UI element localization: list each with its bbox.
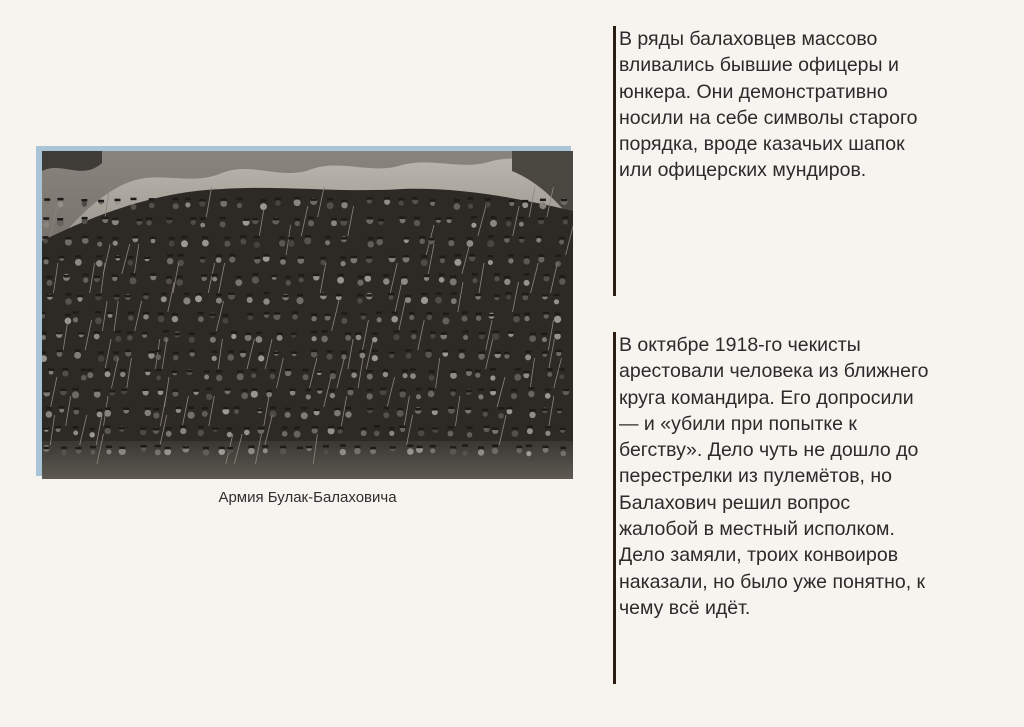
text-block-chekists: В октябре 1918-го чекисты арестовали человека из ближнего круга командира. Его допросили — и «убили при попытке к бегству». Дело чуть не дошло до перестрелки из пулемётов, но Балахович решил вопрос жалобой в местный исполком. Дело замяли, троих конвоиров наказали, но было уже понятно, к чему всё идёт.: [613, 332, 999, 684]
army-group-photo: [42, 151, 573, 479]
photo-caption: Армия Булак-Балаховича: [218, 489, 397, 506]
army-group-photo-image: [42, 151, 573, 479]
text-block-officers: В ряды балаховцев массово вливались бывшие офицеры и юнкера. Они демонстративно носили на себе символы старого порядка, вроде казачьих шапок или офицерских мундиров.: [613, 26, 979, 296]
